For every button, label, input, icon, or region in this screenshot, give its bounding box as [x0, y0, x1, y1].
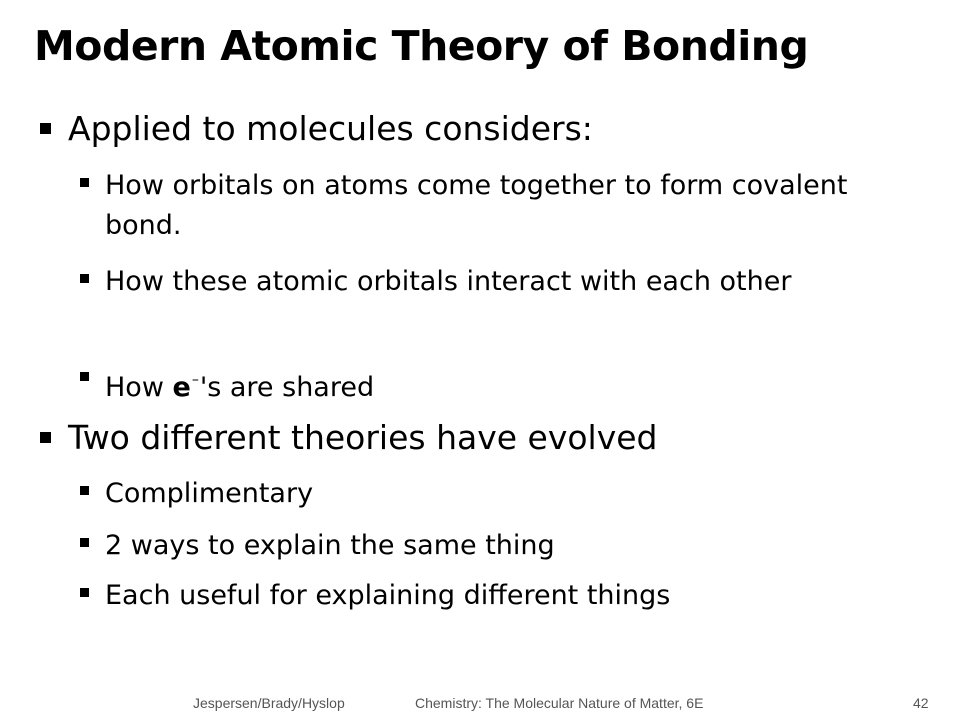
bullet-text: Two different theories have evolved: [68, 418, 658, 457]
footer-book-title: Chemistry: The Molecular Nature of Matter, 6E: [415, 695, 704, 711]
electron-charge-superscript: –: [191, 372, 199, 388]
square-bullet-icon: [80, 274, 89, 283]
sub-bullet-item: [80, 526, 880, 566]
text-suffix: 's are shared: [199, 372, 375, 403]
sub-bullet-item: [80, 474, 880, 514]
sub-bullet-text: How orbitals on atoms come together to form covalent bond.: [105, 170, 848, 241]
sub-bullet-text: Each useful for explaining different things: [105, 580, 671, 611]
electron-symbol: e: [172, 372, 191, 403]
bullet-item: [40, 109, 593, 149]
sub-bullet-item: [80, 262, 880, 302]
footer-authors: Jespersen/Brady/Hyslop: [193, 695, 345, 711]
square-bullet-icon: [80, 486, 89, 495]
sub-bullet-text: How these atomic orbitals interact with each other: [105, 266, 792, 297]
square-bullet-icon: [40, 432, 51, 443]
bullet-item: [40, 418, 658, 458]
sub-bullet-text: 2 ways to explain the same thing: [105, 530, 555, 561]
text-prefix: How: [105, 372, 173, 403]
slide-title: Modern Atomic Theory of Bonding: [34, 22, 809, 70]
square-bullet-icon: [80, 538, 89, 547]
square-bullet-icon: [80, 178, 89, 187]
sub-bullet-text: [105, 360, 374, 408]
slide-number: 42: [913, 695, 929, 711]
sub-bullet-item: [80, 360, 880, 408]
bullet-text: Applied to molecules considers:: [68, 109, 593, 148]
square-bullet-icon: [80, 588, 89, 597]
sub-bullet-item: [80, 576, 880, 616]
sub-bullet-item: [80, 166, 880, 246]
square-bullet-icon: [80, 372, 89, 381]
square-bullet-icon: [40, 123, 51, 134]
sub-bullet-text: Complimentary: [105, 478, 314, 509]
